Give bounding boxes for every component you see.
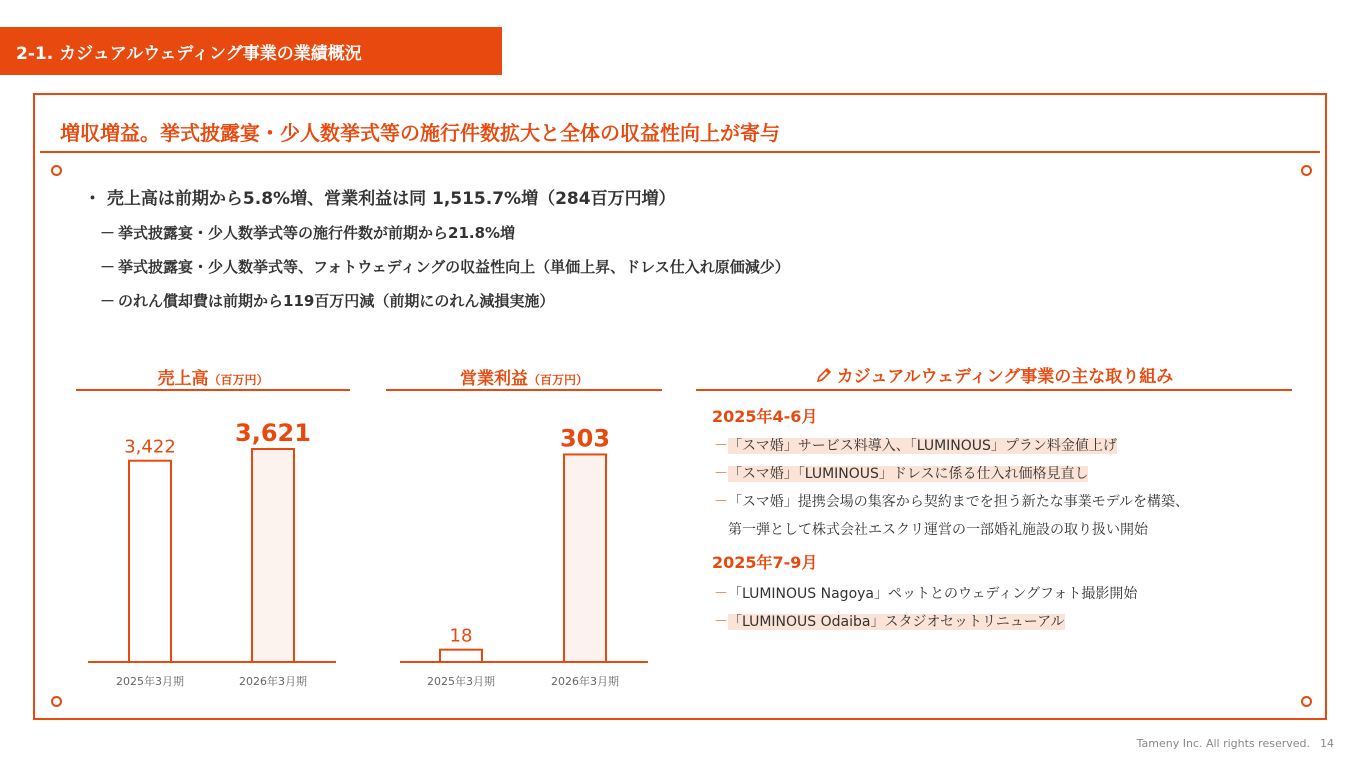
summary-sub-bullet [100, 222, 515, 243]
dash-marker: － [100, 292, 116, 310]
profit-chart-title [386, 364, 662, 389]
pencil-icon [815, 366, 833, 384]
dash-marker: － [714, 438, 728, 454]
copyright: Tameny Inc. All rights reserved. [1136, 737, 1310, 750]
initiative-item [714, 611, 1065, 631]
initiatives-title [696, 362, 1292, 387]
sales-chart-unit: （百万円） [208, 373, 269, 387]
dash-marker: － [714, 586, 728, 602]
summary-sub-bullet [100, 256, 790, 277]
initiatives-divider [696, 389, 1292, 391]
summary-sub-bullet [100, 290, 554, 311]
data-label: 3,422 [124, 436, 176, 458]
category-label: 2025年3月期 [116, 675, 184, 688]
footer [1127, 737, 1334, 750]
initiative-text: 「LUMINOUS Odaiba」スタジオセットリニューアル [728, 614, 1065, 630]
sales-chart-title-text: 売上高 [157, 369, 209, 389]
category-label: 2026年3月期 [551, 675, 619, 688]
initiative-text: 「スマ婚」サービス料導入、「LUMINOUS」プラン料金値上げ [728, 438, 1117, 454]
corner-dot-icon [1301, 696, 1312, 707]
page-number: 14 [1320, 737, 1334, 750]
period-label: 2025年7-9月 [712, 553, 818, 572]
initiative-item [714, 463, 1088, 483]
sub-bullet-text: 挙式披露宴・少人数挙式等、フォトウェディングの収益性向上（単価上昇、ドレス仕入れ原価減少） [118, 258, 790, 276]
corner-dot-icon [1301, 165, 1312, 176]
operating-profit-bar-chart [400, 424, 648, 688]
dash-marker: － [714, 614, 728, 630]
bar-charts [0, 390, 680, 710]
dash-marker: － [714, 466, 728, 482]
profit-chart-title-text: 営業利益 [459, 369, 528, 389]
initiative-text: 「LUMINOUS Nagoya」ペットとのウェディングフォト撮影開始 [728, 586, 1138, 602]
data-label: 303 [559, 424, 611, 453]
corner-dot-icon [51, 165, 62, 176]
bar [564, 454, 606, 662]
category-label: 2025年3月期 [427, 675, 495, 688]
headline-divider [40, 151, 1320, 153]
category-label: 2026年3月期 [239, 675, 307, 688]
initiative-item [714, 583, 1137, 603]
page-headline: 増収増益。挙式披露宴・少人数挙式等の施行件数拡大と全体の収益性向上が寄与 [60, 121, 780, 145]
sales-bar-chart [88, 419, 336, 688]
dash-marker: － [100, 224, 116, 242]
initiative-item-continuation [714, 519, 1148, 539]
section-title: 2-1. カジュアルウェディング事業の業績概況 [0, 27, 502, 75]
sales-chart-title [76, 364, 350, 389]
bar [440, 650, 482, 662]
summary-bullet: ・ 売上高は前期から5.8%増、営業利益は同 1,515.7%増（284百万円増） [84, 189, 676, 209]
sub-bullet-text: のれん償却費は前期から119百万円減（前期にのれん減損実施） [118, 292, 555, 310]
data-label: 18 [449, 625, 473, 647]
initiative-text: 第一弾として株式会社エスクリ運営の一部婚礼施設の取り扱い開始 [728, 522, 1148, 538]
dash-marker: － [714, 494, 728, 510]
initiative-text: 「スマ婚」提携会場の集客から契約までを担う新たな事業モデルを構築、 [728, 494, 1190, 510]
initiative-item [714, 491, 1189, 511]
initiative-text: 「スマ婚」「LUMINOUS」ドレスに係る仕入れ価格見直し [728, 466, 1089, 482]
dash-marker: － [100, 258, 116, 276]
initiatives-title-text: カジュアルウェディング事業の主な取り組み [836, 367, 1174, 387]
period-label: 2025年4-6月 [712, 407, 818, 426]
profit-chart-unit: （百万円） [527, 373, 588, 387]
bar [129, 461, 171, 662]
data-label: 3,621 [235, 419, 311, 447]
initiative-item [714, 435, 1117, 455]
bar [252, 449, 294, 662]
sub-bullet-text: 挙式披露宴・少人数挙式等の施行件数が前期から21.8%増 [118, 224, 516, 242]
